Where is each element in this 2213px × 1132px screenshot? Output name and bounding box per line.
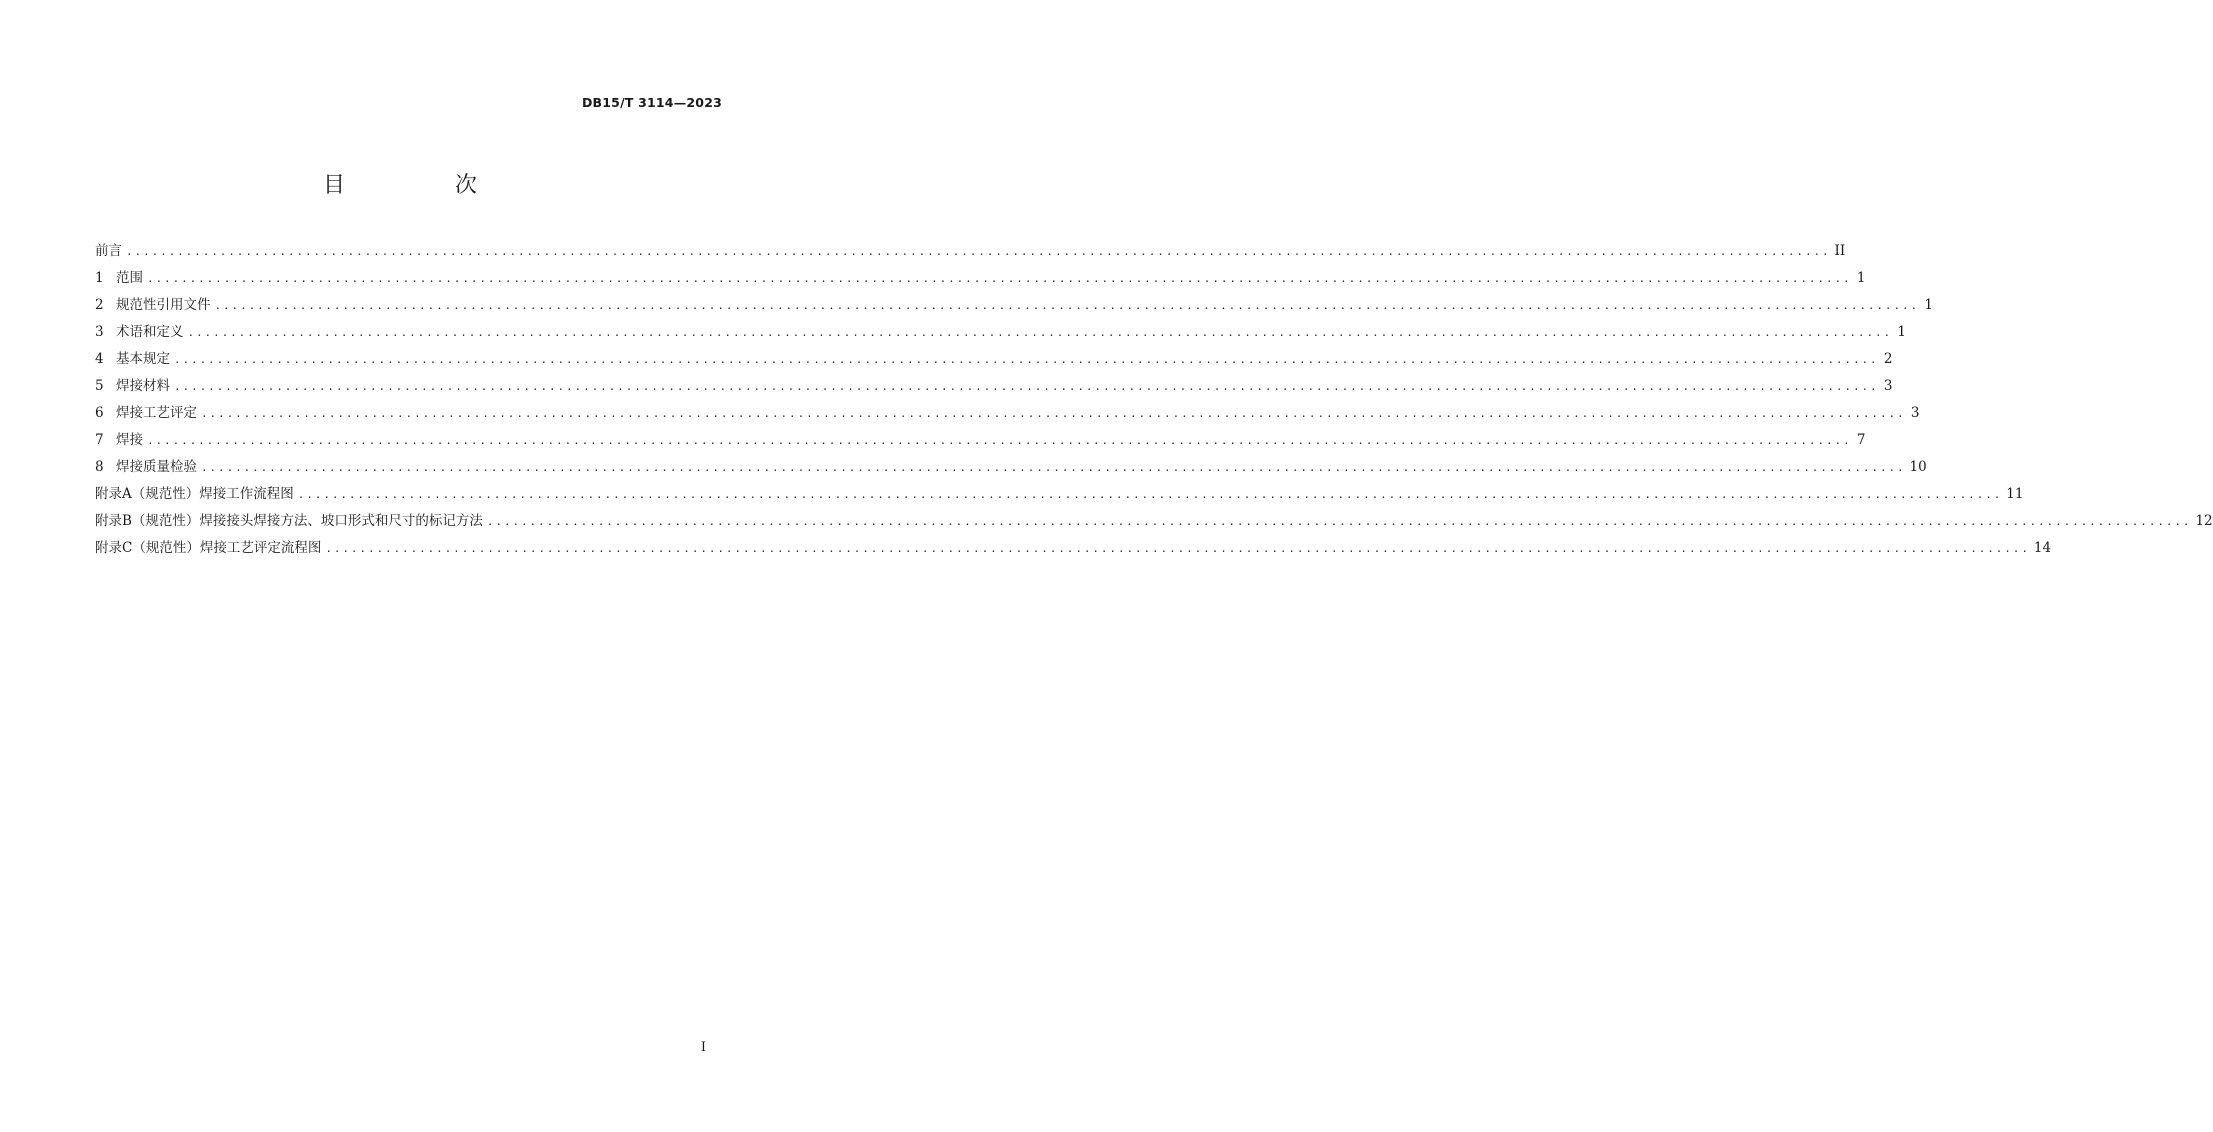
- toc-page-number: 14: [2033, 540, 2052, 556]
- toc-number: 2: [95, 297, 104, 313]
- toc-page-number: 7: [1856, 432, 1866, 448]
- dot-leader: ........................................................................................................................................................................................................: [147, 272, 1852, 285]
- toc-page-number: 1: [1856, 270, 1866, 286]
- table-of-contents: [95, 238, 2213, 562]
- dot-leader: ........................................................................................................................................................................................................: [297, 488, 2003, 501]
- toc-number: 8: [95, 459, 104, 475]
- dot-leader: ........................................................................................................................................................................................................: [126, 245, 1831, 258]
- dot-leader: ........................................................................................................................................................................................................: [174, 380, 1879, 393]
- toc-label: 焊接工艺评定流程图: [199, 540, 322, 556]
- dot-leader: ........................................................................................................................................................................................................: [486, 515, 2192, 528]
- toc-page-number: 12: [2195, 513, 2213, 529]
- dot-leader: ........................................................................................................................................................................................................: [201, 461, 1906, 474]
- toc-number: 5: [95, 378, 104, 394]
- toc-label: 焊接: [116, 432, 143, 448]
- toc-entry-welding-materials[interactable]: [95, 373, 1893, 400]
- toc-number: 3: [95, 324, 104, 340]
- toc-label: 术语和定义: [116, 324, 184, 340]
- toc-annex-prefix: 附录B（规范性）: [95, 513, 200, 529]
- toc-number: 6: [95, 405, 104, 421]
- dot-leader: ........................................................................................................................................................................................................: [187, 326, 1893, 339]
- toc-label: 焊接材料: [116, 378, 170, 394]
- dot-leader: ........................................................................................................................................................................................................: [147, 434, 1852, 447]
- toc-number: 7: [95, 432, 104, 448]
- toc-entry-normative-references[interactable]: [95, 292, 1934, 319]
- toc-number: 4: [95, 351, 104, 367]
- toc-entry-procedure-qualification[interactable]: [95, 400, 1920, 427]
- toc-entry-terms-definitions[interactable]: [95, 319, 1907, 346]
- toc-label: 前言: [95, 243, 122, 259]
- dot-leader: ........................................................................................................................................................................................................: [174, 353, 1879, 366]
- toc-page-number: 11: [2006, 486, 2024, 502]
- toc-entry-welding[interactable]: [95, 427, 1866, 454]
- toc-entry-annex-b[interactable]: [95, 508, 2213, 535]
- page-number: I: [700, 1040, 706, 1055]
- toc-entry-annex-c[interactable]: [95, 535, 2052, 562]
- toc-page-number: II: [1834, 243, 1846, 259]
- toc-label: 基本规定: [116, 351, 170, 367]
- toc-entry-basic-requirements[interactable]: [95, 346, 1893, 373]
- toc-page-number: 3: [1910, 405, 1920, 421]
- toc-page-number: 1: [1897, 324, 1907, 340]
- toc-label: 范围: [116, 270, 143, 286]
- toc-entry-scope[interactable]: [95, 265, 1866, 292]
- toc-page-number: 1: [1924, 297, 1934, 313]
- toc-label: 焊接质量检验: [116, 459, 197, 475]
- toc-label: 焊接工作流程图: [199, 486, 294, 502]
- dot-leader: ........................................................................................................................................................................................................: [214, 299, 1920, 312]
- dot-leader: ........................................................................................................................................................................................................: [201, 407, 1906, 420]
- page-title: 目 次: [322, 173, 521, 198]
- toc-label: 焊接接头焊接方法、坡口形式和尺寸的标记方法: [199, 513, 483, 529]
- standard-code: DB15/T 3114—2023: [581, 95, 722, 110]
- toc-entry-foreword[interactable]: [95, 238, 1846, 265]
- toc-label: 焊接工艺评定: [116, 405, 197, 421]
- dot-leader: ........................................................................................................................................................................................................: [325, 542, 2030, 555]
- toc-page-number: 3: [1883, 378, 1893, 394]
- toc-entry-annex-a[interactable]: [95, 481, 2024, 508]
- toc-number: 1: [95, 270, 104, 286]
- toc-annex-prefix: 附录C（规范性）: [95, 540, 200, 556]
- toc-annex-prefix: 附录A（规范性）: [95, 486, 200, 502]
- toc-page-number: 10: [1909, 459, 1927, 475]
- toc-label: 规范性引用文件: [116, 297, 211, 313]
- toc-page-number: 2: [1883, 351, 1893, 367]
- toc-entry-quality-inspection[interactable]: [95, 454, 1927, 481]
